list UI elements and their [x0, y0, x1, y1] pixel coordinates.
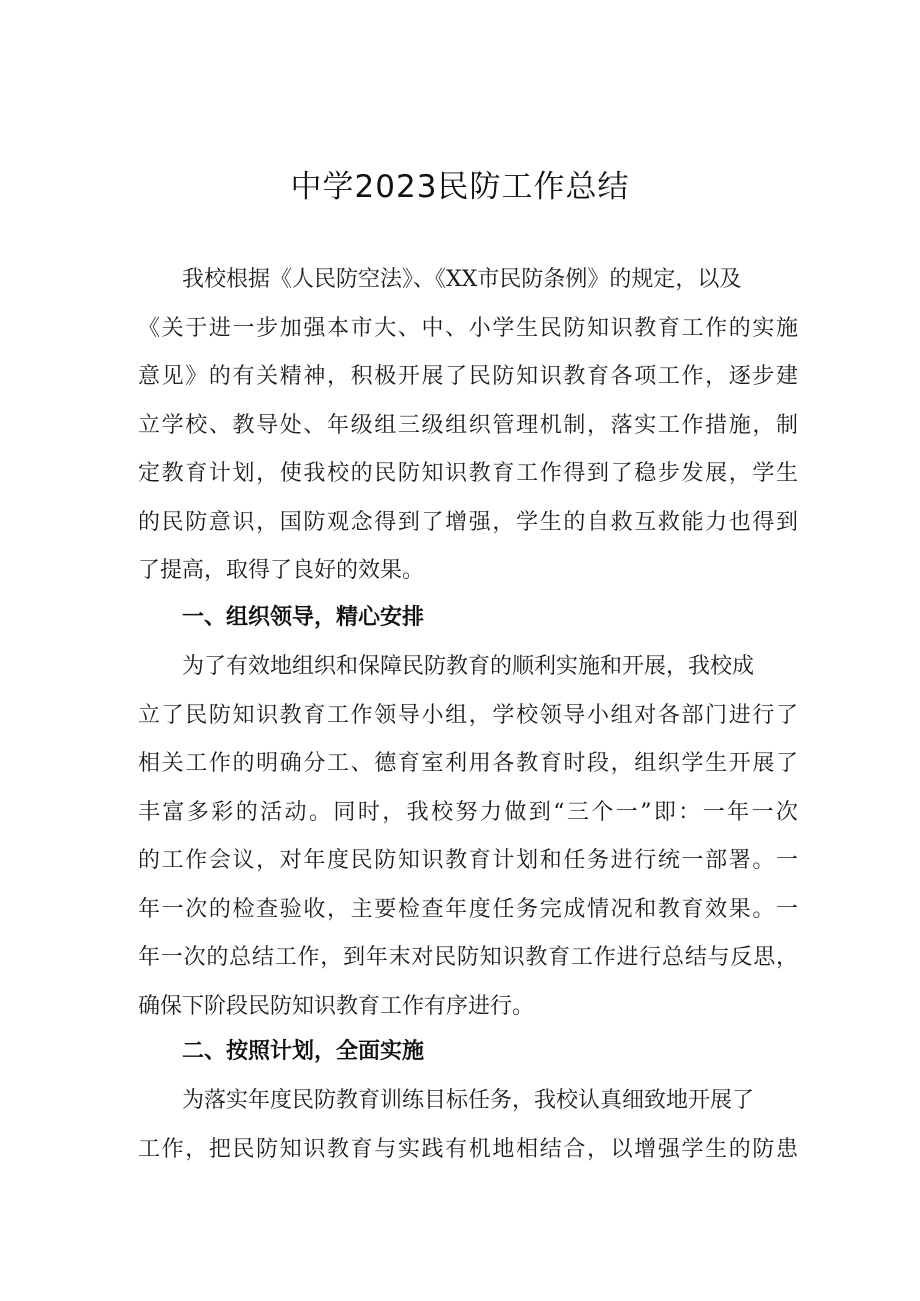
paragraph-line: 年一次的检查验收，主要检查年度任务完成情况和教育效果。一	[138, 896, 798, 922]
paragraph-line: 定教育计划，使我校的民防知识教育工作得到了稳步发展，学生	[138, 461, 798, 486]
paragraph-line: 立了民防知识教育工作领导小组，学校领导小组对各部门进行了	[138, 702, 798, 728]
paragraph-line: 年一次的总结工作，到年末对民防知识教育工作进行总结与反思，	[138, 945, 798, 970]
paragraph-line: 为落实年度民防教育训练目标任务，我校认真细致地开展了	[182, 1088, 755, 1113]
paragraph-line: 为了有效地组织和保障民防教育的顺利实施和开展，我校成	[182, 654, 755, 679]
paragraph-line: 立学校、教导处、年级组三级组织管理机制，落实工作措施，制	[138, 412, 798, 438]
paragraph-line: 工作，把民防知识教育与实践有机地相结合，以增强学生的防患	[138, 1136, 798, 1162]
section-heading-organization: 一、组织领导，精心安排	[182, 605, 425, 630]
paragraph-line: 确保下阶段民防知识教育工作有序进行。	[138, 993, 535, 1019]
paragraph-line: 意见》的有关精神，积极开展了民防知识教育各项工作，逐步建	[138, 364, 798, 389]
paragraph-intro	[138, 256, 798, 596]
section-heading-implementation: 二、按照计划，全面实施	[182, 1039, 425, 1064]
paragraph-line: 丰富多彩的活动。同时，我校努力做到“三个一”即：一年一次	[138, 799, 798, 825]
paragraph-organization	[138, 643, 798, 1031]
document-title: 中学2023民防工作总结	[290, 169, 630, 205]
paragraph-line: 的民防意识，国防观念得到了增强，学生的自救互救能力也得到	[138, 509, 798, 535]
paragraph-line: 《关于进一步加强本市大、中、小学生民防知识教育工作的实施	[138, 315, 798, 341]
paragraph-line: 了提高，取得了良好的效果。	[138, 558, 425, 583]
paragraph-line: 的工作会议，对年度民防知识教育计划和任务进行统一部署。一	[138, 848, 798, 873]
paragraph-line: 相关工作的明确分工、德育室利用各教育时段，组织学生开展了	[138, 751, 798, 776]
paragraph-line: 我校根据《人民防空法》、《XX市民防条例》的规定，以及	[182, 267, 742, 292]
paragraph-implementation	[138, 1077, 798, 1174]
